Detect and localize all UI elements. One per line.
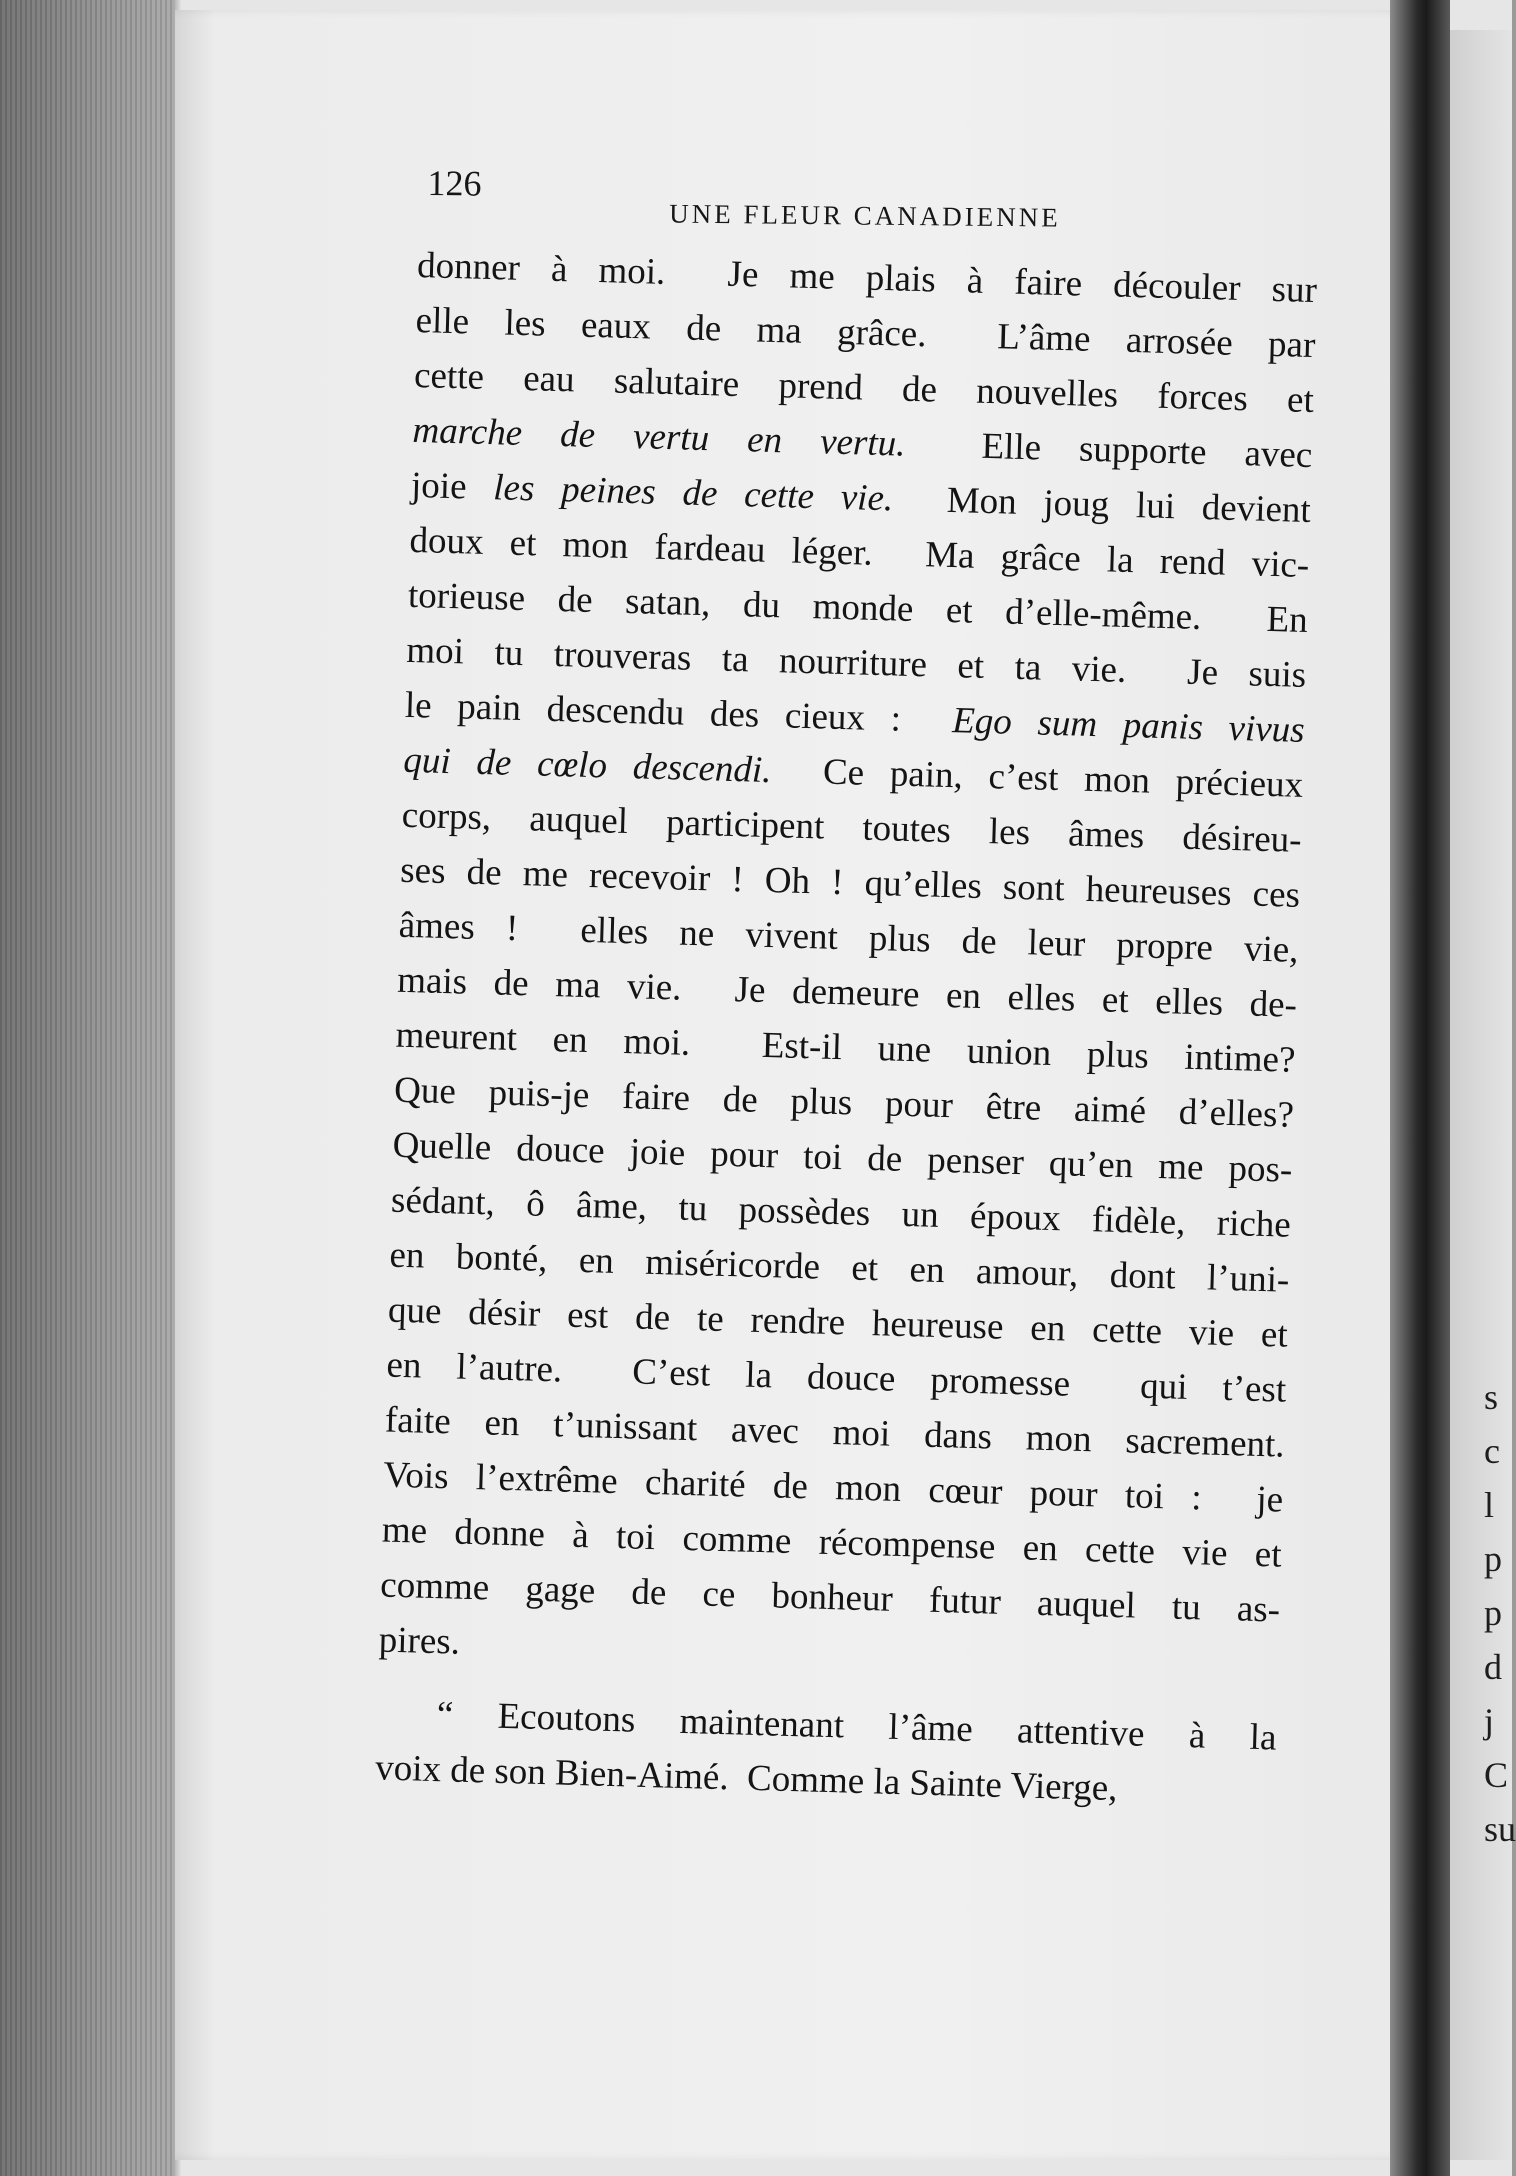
text-run: en l’autre. C’est la douce promesse qui t’est — [385, 1344, 1287, 1411]
text-line: “ Ecoutons maintenant l’âme attentive à la — [436, 1694, 1278, 1759]
book-gutter — [1390, 0, 1450, 2176]
text-run: ses de me recevoir ! Oh ! qu’elles sont heureuses ces — [399, 849, 1301, 916]
text-run: faite en t’unissant avec moi dans mon sacrement. — [384, 1399, 1286, 1466]
text-run: âmes ! elles ne vivent plus de leur propre vie, — [398, 904, 1300, 971]
text-run: torieuse de satan, du monde et d’elle-même. En — [407, 574, 1309, 641]
text-run: sédant, ô âme, tu possèdes un époux fidèle, riche — [390, 1179, 1292, 1246]
facing-page-letter: C — [1484, 1755, 1509, 1795]
italic-text: les peines de cette vie. — [492, 467, 894, 520]
text-run: elle les eaux de ma grâce. L’âme arrosée par — [415, 299, 1316, 367]
text-line: voix de son Bien-Aimé. Comme la Sainte Vierge, — [374, 1747, 1119, 1810]
text-run: en bonté, en miséricorde et en amour, dont l’uni- — [389, 1234, 1290, 1301]
paragraph-1 — [378, 238, 1318, 1693]
text-run: Vois l’extrême charité de mon cœur pour toi : je — [382, 1454, 1284, 1521]
body-text — [374, 238, 1317, 1821]
text-run: moi tu trouveras ta nourriture et ta vie. Je suis — [405, 629, 1307, 696]
facing-page-text — [1484, 1370, 1514, 1856]
text-run: Ce pain, c’est mon précieux — [770, 750, 1304, 806]
facing-page-letter: su — [1484, 1809, 1516, 1849]
facing-page-letter: p — [1484, 1539, 1502, 1579]
text-run: Que puis-je faire de plus pour être aimé d’elles? — [393, 1069, 1295, 1136]
text-run: mais de ma vie. Je demeure en elles et elles de- — [396, 959, 1298, 1026]
running-title: UNE FLEUR CANADIENNE — [669, 198, 1061, 233]
text-run: que désir est de te rendre heureuse en cette vie et — [387, 1289, 1289, 1356]
facing-page-letter: j — [1484, 1701, 1495, 1741]
text-run: cette eau salutaire prend de nouvelles forces et — [413, 354, 1315, 422]
facing-page-letter: d — [1484, 1647, 1502, 1687]
facing-page-letter: p — [1484, 1593, 1502, 1633]
facing-page-letter: s — [1484, 1377, 1499, 1417]
text-run: corps, auquel participent toutes les âmes désireu- — [401, 794, 1303, 861]
text-run: joie — [410, 464, 494, 509]
text-run: me donne à toi comme récompense en cette vie et — [381, 1509, 1283, 1576]
text-run: pires. — [378, 1619, 461, 1663]
italic-text: qui de cœlo descendi. — [402, 739, 773, 792]
text-run: Elle supporte avec — [904, 423, 1313, 477]
text-run: doux et mon fardeau léger. Ma grâce la rend vic- — [408, 519, 1310, 587]
book-page-edges — [0, 0, 175, 2176]
text-run: meurent en moi. Est-il une union plus intime? — [395, 1014, 1296, 1081]
italic-text: marche de vertu en vertu. — [412, 409, 906, 465]
italic-text: Ego sum panis vivus — [951, 700, 1306, 751]
text-run: comme gage de ce bonheur futur auquel tu as- — [379, 1564, 1281, 1631]
page-number: 126 — [427, 162, 482, 204]
text-run: donner à moi. Je me plais à faire découler sur — [416, 244, 1318, 312]
facing-page-letter: c — [1484, 1431, 1500, 1471]
facing-page-letter: l — [1484, 1485, 1495, 1525]
text-run: le pain descendu des cieux : — [404, 684, 953, 742]
text-run: Quelle douce joie pour toi de penser qu’en me pos- — [392, 1124, 1293, 1191]
text-run: Mon joug lui devient — [892, 478, 1312, 532]
